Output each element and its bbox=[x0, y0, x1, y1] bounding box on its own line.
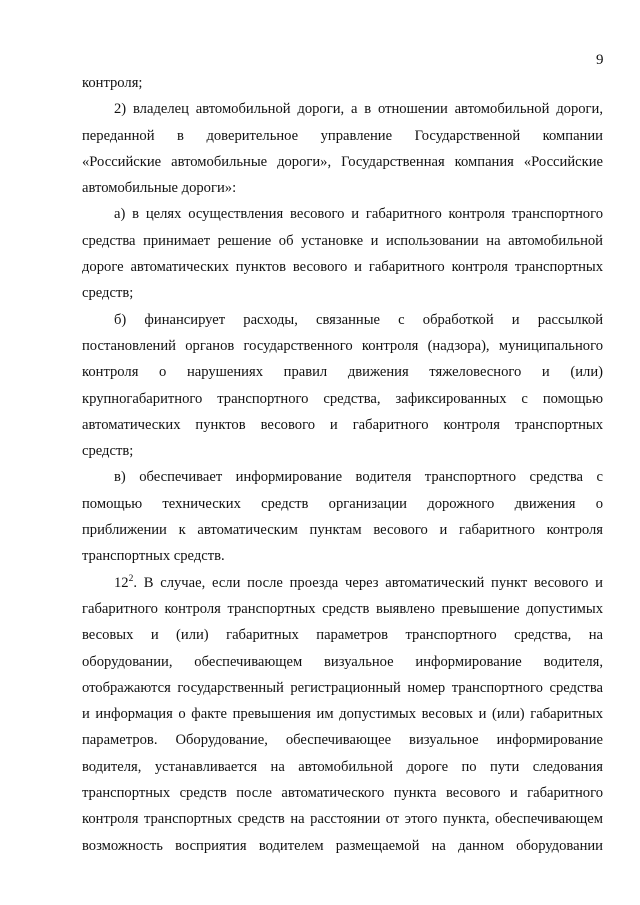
text-line: в) обеспечивает информирование водителя транспортного средства с bbox=[114, 469, 603, 486]
text-line: 2) владелец автомобильной дороги, а в отношении автомобильной дороги, bbox=[114, 101, 603, 118]
text-line: контроля; bbox=[82, 75, 143, 91]
text-line: постановлений органов государственного контроля (надзора), муниципального bbox=[82, 337, 603, 354]
text-line: контроля транспортных средств на расстоянии от этого пункта, обеспечивающем bbox=[82, 811, 603, 828]
text-line: транспортных средств после автоматического пункта весового и габаритного bbox=[82, 785, 603, 802]
text-line: водителя, устанавливается на автомобильной дороге по пути следования bbox=[82, 758, 603, 775]
text-line: а) в целях осуществления весового и габаритного контроля транспортного bbox=[114, 206, 603, 223]
text-line: приближении к автоматическим пунктам весового и габаритного контроля bbox=[82, 522, 603, 539]
text-line: возможность восприятия водителем размещаемой на данном оборудовании bbox=[82, 837, 603, 854]
document-body bbox=[82, 70, 603, 859]
text-line: крупногабаритного транспортного средства, зафиксированных с помощью bbox=[82, 390, 603, 407]
text-line: дороге автоматических пунктов весового и габаритного контроля транспортных bbox=[82, 259, 603, 276]
text-line: «Российские автомобильные дороги», Государственная компания «Российские bbox=[82, 153, 603, 170]
text-line: б) финансирует расходы, связанные с обработкой и рассылкой bbox=[114, 311, 603, 328]
page-number: 9 bbox=[596, 52, 604, 68]
clause-number: 12 bbox=[114, 574, 129, 591]
text-line: весовых и (или) габаритных параметров транспортного средства, на bbox=[82, 627, 603, 644]
text-line: контроля о нарушениях правил движения тяжеловесного и (или) bbox=[82, 364, 603, 381]
text-line: средств; bbox=[82, 285, 134, 302]
text-line: помощью технических средств организации дорожного движения о bbox=[82, 495, 603, 512]
text-line: автомобильные дороги»: bbox=[82, 180, 237, 197]
text-line: переданной в доверительное управление Государственной компании bbox=[82, 127, 603, 144]
clause-12-2-heading-line bbox=[82, 570, 603, 596]
text-line: отображаются государственный регистрационный номер транспортного средства bbox=[82, 679, 603, 696]
text-line: оборудовании, обеспечивающем визуальное информирование водителя, bbox=[82, 653, 603, 670]
text-line: и информация о факте превышения им допустимых весовых и (или) габаритных bbox=[82, 706, 603, 723]
text-line: транспортных средств. bbox=[82, 548, 225, 565]
text-line: габаритного контроля транспортных средств выявлено превышение допустимых bbox=[82, 600, 603, 617]
text-line: параметров. Оборудование, обеспечивающее визуальное информирование bbox=[82, 732, 603, 749]
clause-text: . В случае, если после проезда через автоматический пункт весового и bbox=[133, 574, 603, 591]
text-line: средств; bbox=[82, 443, 134, 460]
clause-superscript: 2 bbox=[128, 573, 134, 584]
text-line: автоматических пунктов весового и габаритного контроля транспортных bbox=[82, 416, 603, 433]
text-line: средства принимает решение об установке и использовании на автомобильной bbox=[82, 232, 603, 249]
